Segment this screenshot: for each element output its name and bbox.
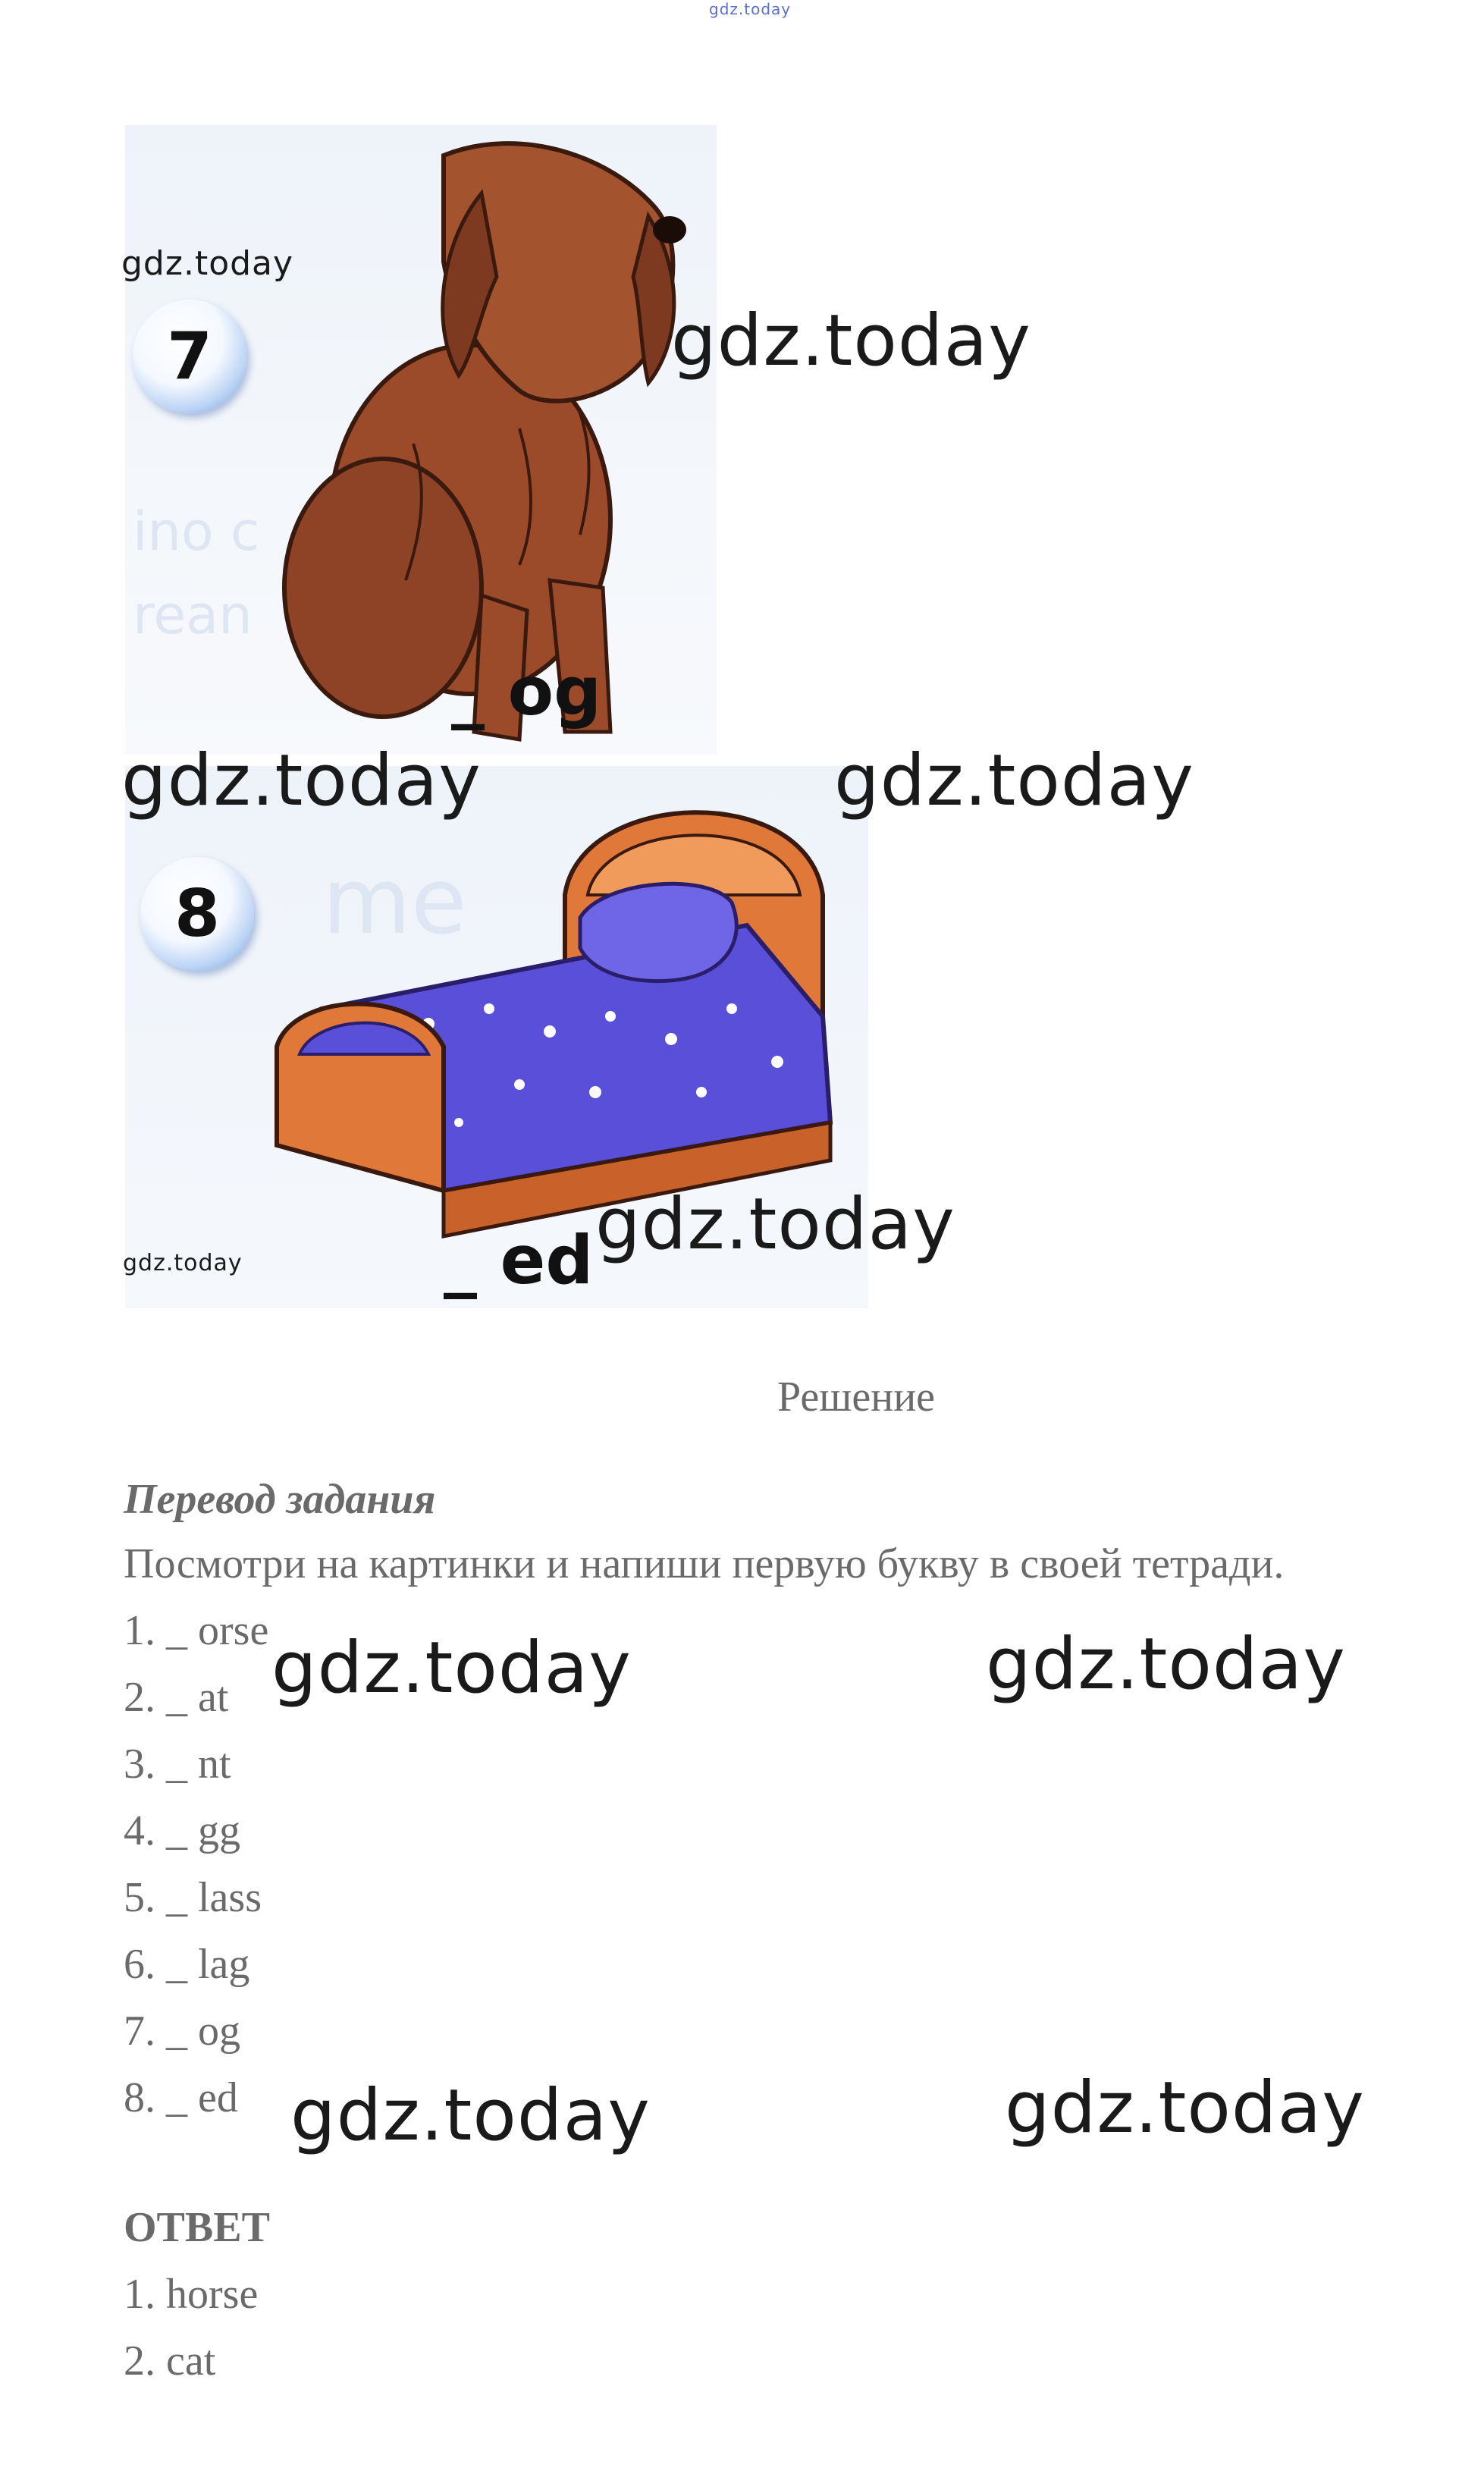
solution-heading: Решение: [777, 1374, 936, 1421]
list-item: 2. _ at: [124, 1674, 229, 1721]
exercise-number-8: 8: [140, 857, 254, 971]
top-watermark: gdz.today: [709, 0, 792, 18]
watermark-small: gdz.today: [121, 244, 294, 283]
list-item: 4. _ gg: [124, 1807, 240, 1854]
watermark: gdz.today: [290, 2074, 651, 2157]
instruction-text: Посмотри на картинки и напиши первую букву в своей тетради.: [124, 1540, 1285, 1587]
list-item: 1. _ orse: [124, 1607, 269, 1654]
svg-text:rean: rean: [133, 584, 253, 646]
watermark: gdz.today: [271, 1627, 632, 1710]
list-item: 8. _ ed: [124, 2074, 238, 2121]
list-item: 6. _ lag: [124, 1941, 250, 1988]
answer-item: 1. horse: [124, 2271, 259, 2318]
bed-caption: _ ed: [444, 1221, 594, 1299]
list-item: 5. _ lass: [124, 1874, 262, 1921]
watermark: gdz.today: [595, 1183, 955, 1266]
watermark: gdz.today: [834, 739, 1194, 822]
answer-title: ОТВЕТ: [124, 2204, 270, 2251]
dog-picture: [125, 125, 717, 755]
watermark: gdz.today: [986, 1623, 1346, 1706]
watermark: gdz.today: [1005, 2067, 1365, 2149]
translation-title: Перевод задания: [124, 1476, 436, 1523]
exercise-number-7: 7: [133, 300, 246, 413]
watermark: gdz.today: [121, 739, 482, 822]
list-item: 7. _ og: [124, 2008, 240, 2055]
watermark-small: gdz.today: [123, 1250, 243, 1276]
answer-item: 2. cat: [124, 2337, 216, 2385]
svg-text:me: me: [322, 849, 467, 955]
list-item: 3. _ nt: [124, 1741, 231, 1788]
dog-caption: _ og: [451, 652, 602, 730]
dog-illustration: [125, 125, 717, 755]
svg-text:ino c: ino c: [133, 501, 260, 563]
watermark: gdz.today: [671, 300, 1031, 382]
